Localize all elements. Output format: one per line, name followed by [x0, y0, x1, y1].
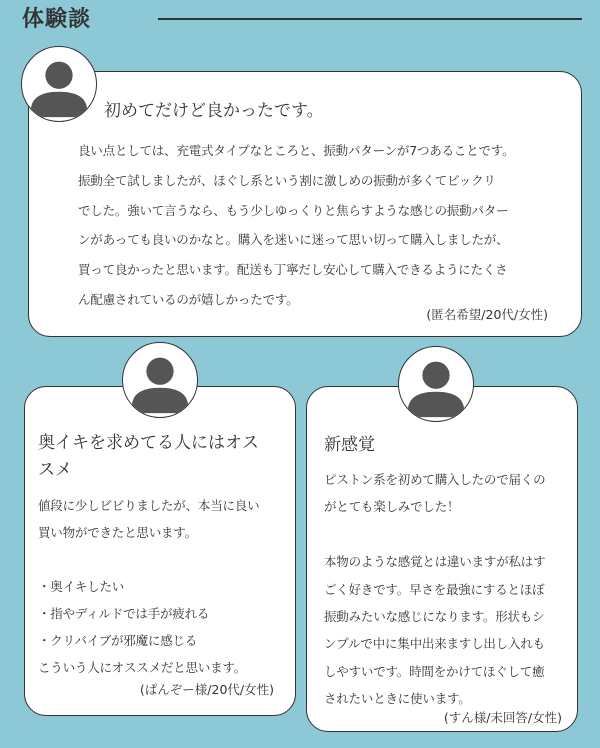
review-body-line: 良い点としては、充電式タイプなところと、振動パターンが7つあることです。	[78, 143, 515, 158]
review-body-line: ・指やディルドでは手が疲れる	[38, 606, 210, 621]
section-heading: 体験談	[22, 7, 92, 32]
review-body	[324, 466, 568, 713]
review-body-line: ・奥イキしたい	[38, 579, 125, 594]
review-body-line: 振動みたいな感じになります。形状もシ	[324, 609, 545, 625]
review-body-line: ンプルで中に集中出来ますし出し入れも	[324, 636, 545, 652]
user-avatar-icon	[122, 342, 198, 418]
review-body-line: ごく好きです。早さを最強にするとほぼ	[324, 581, 545, 597]
review-body-line: でした。強いて言うなら、もう少しゆっくりと焦らすような感じの振動パター	[78, 202, 509, 218]
review-body-line: 買い物ができたと思います。	[38, 525, 197, 540]
review-title	[38, 430, 288, 484]
review-title: 新感覚	[324, 435, 375, 455]
heading-divider	[158, 18, 582, 20]
paragraph-gap	[38, 546, 288, 573]
review-body	[78, 136, 564, 315]
review-body-line: こういう人にオススメだと思います。	[38, 660, 246, 675]
review-body-line: 買って良かったと思います。配送も丁寧だし安心して購入できるようにたくさ	[78, 262, 508, 278]
review-signature: (すん様/未回答/女性)	[443, 710, 562, 725]
user-avatar-icon	[398, 346, 474, 422]
review-body-line: 値段に少しビビりましたが、本当に良い	[38, 498, 260, 513]
review-body-line: ンがあっても良いのかなと。購入を迷いに迷って思い切って購入しましたが、	[78, 232, 509, 248]
review-body-line: ピストン系を初めて購入したので届くの	[324, 472, 546, 487]
review-body	[38, 492, 288, 681]
review-signature: (ぱんぞー様/20代/女性)	[139, 682, 274, 697]
review-body-line: 振動全て試しましたが、ほぐし系という割に激しめの振動が多くてビックリ	[78, 172, 496, 188]
user-avatar-icon	[21, 46, 97, 122]
review-body-line: されたいときに使います。	[324, 691, 471, 707]
review-title: 初めてだけど良かったです。	[104, 101, 324, 121]
review-body-line: がとても楽しみでした！	[324, 499, 460, 515]
review-body-line: ・クリバイブが邪魔に感じる	[38, 633, 198, 648]
review-body-line: しやすいです。時間をかけてほぐして癒	[324, 663, 545, 679]
paragraph-gap	[324, 521, 568, 548]
review-title-line: スメ	[38, 460, 72, 480]
review-body-line: 本物のような感覚とは違いますが私はす	[324, 554, 546, 570]
review-title-line: 奥イキを求めてる人にはオス	[38, 433, 259, 453]
review-signature: (匿名希望/20代/女性)	[426, 307, 548, 322]
review-body-line: ん配慮されているのが嬉しかったです。	[78, 291, 299, 307]
